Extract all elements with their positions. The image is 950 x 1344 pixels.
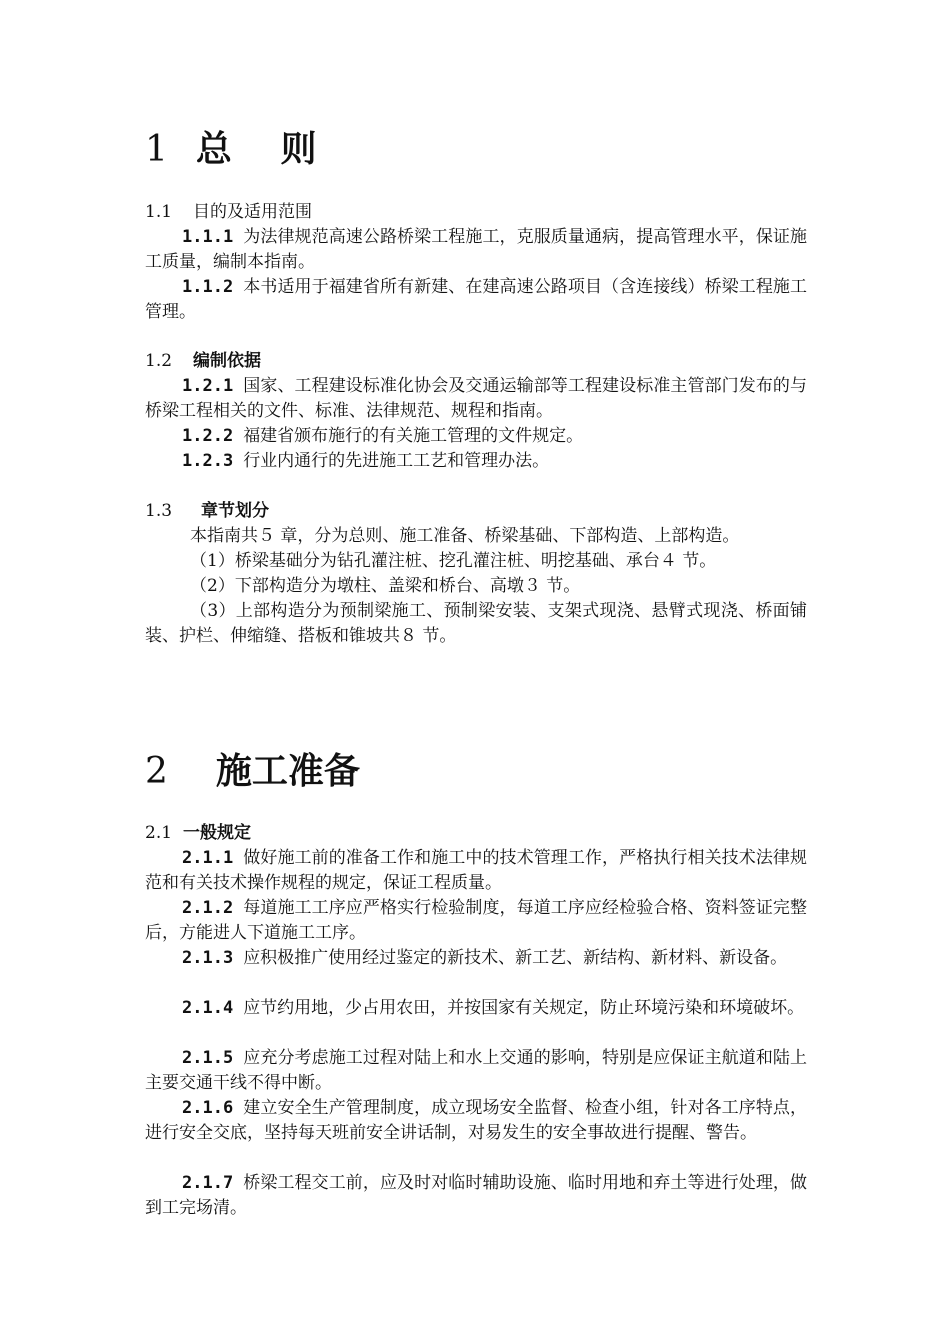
paragraph-1-1-1-text: 为法律规范高速公路桥梁工程施工，克服质量通病，提高管理水平，保证施工质量，编制本指南。 xyxy=(145,227,807,272)
chapter-2-heading: 施工准备 xyxy=(215,751,360,792)
paragraph-1-1-1-number: 1.1.1 xyxy=(182,227,234,247)
paragraph-1-3-item-3: （3）上部构造分为预制梁施工、预制梁安装、支架式现浇、悬臂式现浇、桥面铺装、护栏、伸缩缝、搭板和锥坡共８ 节。 xyxy=(145,601,807,646)
paragraph-2-1-4 xyxy=(145,996,807,1021)
paragraph-2-1-3-number: 2.1.3 xyxy=(182,948,234,968)
section-2-1-number: 2.1 xyxy=(145,823,173,843)
paragraph-2-1-5-number: 2.1.5 xyxy=(182,1048,234,1068)
section-1-3-title xyxy=(145,499,269,524)
paragraph-1-2-3-number: 1.2.3 xyxy=(182,451,234,471)
section-2-1-heading: 一般规定 xyxy=(183,823,251,843)
paragraph-1-2-1-number: 1.2.1 xyxy=(182,376,234,396)
paragraph-1-2-2-number: 1.2.2 xyxy=(182,426,234,446)
paragraph-1-2-1-text: 国家、工程建设标准化协会及交通运输部等工程建设标准主管部门发布的与桥梁工程相关的文件、标准、法律规范、规程和指南。 xyxy=(145,376,807,421)
paragraph-1-2-2 xyxy=(145,424,807,449)
paragraph-1-1-2-text: 本书适用于福建省所有新建、在建高速公路项目（含连接线）桥梁工程施工管理。 xyxy=(145,277,807,322)
paragraph-2-1-1 xyxy=(145,846,807,896)
paragraph-2-1-5-text: 应充分考虑施工过程对陆上和水上交通的影响，特别是应保证主航道和陆上主要交通干线不得中断。 xyxy=(145,1048,807,1093)
chapter-2-number: 2 xyxy=(145,751,168,792)
paragraph-1-1-2 xyxy=(145,275,807,325)
paragraph-2-1-6-text: 建立安全生产管理制度，成立现场安全监督、检查小组，针对各工序特点，进行安全交底，坚持每天班前安全讲话制，对易发生的安全事故进行提醒、警告。 xyxy=(145,1098,807,1143)
section-2-1-title xyxy=(145,821,251,846)
paragraph-1-1-1 xyxy=(145,225,807,275)
section-1-1-heading: 目的及适用范围 xyxy=(193,202,312,222)
chapter-1-heading: 总 则 xyxy=(195,129,335,170)
paragraph-2-1-6 xyxy=(145,1096,807,1146)
paragraph-2-1-2-number: 2.1.2 xyxy=(182,898,234,918)
chapter-1-number: 1 xyxy=(145,129,168,170)
section-1-1-number: 1.1 xyxy=(145,202,173,222)
paragraph-1-2-2-text: 福建省颁布施行的有关施工管理的文件规定。 xyxy=(243,426,584,446)
paragraph-2-1-3 xyxy=(145,946,807,971)
paragraph-1-3-intro: 本指南共５ 章，分为总则、施工准备、桥梁基础、下部构造、上部构造。 xyxy=(190,526,740,546)
paragraph-2-1-6-number: 2.1.6 xyxy=(182,1098,234,1118)
section-1-2-title xyxy=(145,349,261,374)
paragraph-1-3-item-2: （2）下部构造分为墩柱、盖梁和桥台、高墩３ 节。 xyxy=(190,576,581,596)
paragraph-2-1-1-number: 2.1.1 xyxy=(182,848,234,868)
section-1-2-heading: 编制依据 xyxy=(193,351,261,371)
paragraph-1-2-3 xyxy=(145,449,807,474)
paragraph-2-1-1-text: 做好施工前的准备工作和施工中的技术管理工作，严格执行相关技术法律规范和有关技术操作规程的规定，保证工程质量。 xyxy=(145,848,807,893)
chapter-1-title xyxy=(145,128,334,172)
paragraph-2-1-4-text: 应节约用地，少占用农田，并按国家有关规定，防止环境污染和环境破坏。 xyxy=(243,998,805,1018)
section-1-3-number: 1.3 xyxy=(145,501,173,521)
section-1-2-number: 1.2 xyxy=(145,351,173,371)
paragraph-2-1-2 xyxy=(145,896,807,946)
paragraph-1-3-item-1: （1）桥梁基础分为钻孔灌注桩、挖孔灌注桩、明挖基础、承台４ 节。 xyxy=(190,551,717,571)
paragraph-1-2-1 xyxy=(145,374,807,424)
paragraph-2-1-7-text: 桥梁工程交工前，应及时对临时辅助设施、临时用地和弃土等进行处理，做到工完场清。 xyxy=(145,1173,807,1218)
paragraph-2-1-5 xyxy=(145,1046,807,1096)
paragraph-2-1-2-text: 每道施工工序应严格实行检验制度，每道工序应经检验合格、资料签证完整后，方能进人下道施工工序。 xyxy=(145,898,807,943)
paragraph-2-1-4-number: 2.1.4 xyxy=(182,998,234,1018)
chapter-2-title xyxy=(145,750,360,794)
paragraph-2-1-7-number: 2.1.7 xyxy=(182,1173,234,1193)
section-1-1-title xyxy=(145,200,312,225)
paragraph-1-2-3-text: 行业内通行的先进施工工艺和管理办法。 xyxy=(243,451,550,471)
section-1-3-heading: 章节划分 xyxy=(201,501,269,521)
paragraph-2-1-7 xyxy=(145,1171,807,1221)
paragraph-2-1-3-text: 应积极推广使用经过鉴定的新技术、新工艺、新结构、新材料、新设备。 xyxy=(243,948,788,968)
paragraph-1-1-2-number: 1.1.2 xyxy=(182,277,234,297)
